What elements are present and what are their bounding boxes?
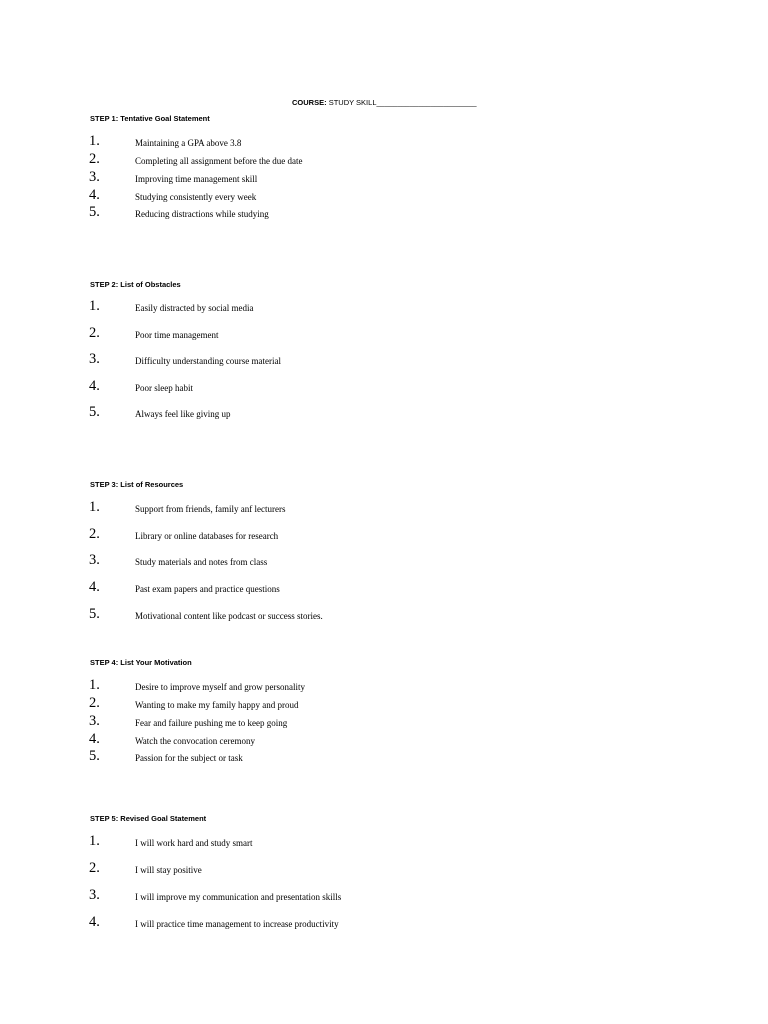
item-text: Passion for the subject or task xyxy=(135,753,243,763)
step-3-item xyxy=(0,500,768,518)
step-2-item xyxy=(0,405,768,423)
item-text: I will improve my communication and presentation skills xyxy=(135,892,342,902)
item-number: 4. xyxy=(89,378,100,394)
item-number: 5. xyxy=(89,748,100,764)
item-number: 1. xyxy=(89,833,100,849)
step-4-item xyxy=(0,732,768,750)
item-text: Wanting to make my family happy and proud xyxy=(135,700,299,710)
item-number: 1. xyxy=(89,677,100,693)
item-text: Studying consistently every week xyxy=(135,192,257,202)
step-5-item xyxy=(0,888,768,906)
item-number: 1. xyxy=(89,499,100,515)
item-text: Watch the convocation ceremony xyxy=(135,736,255,746)
step-3-item xyxy=(0,580,768,598)
item-number: 4. xyxy=(89,731,100,747)
item-number: 2. xyxy=(89,325,100,341)
step-1-title: STEP 1: Tentative Goal Statement xyxy=(90,114,210,123)
step-3-item xyxy=(0,527,768,545)
step-4-item xyxy=(0,678,768,696)
item-number: 2. xyxy=(89,695,100,711)
item-number: 3. xyxy=(89,552,100,568)
step-3-item xyxy=(0,607,768,625)
step-2-item xyxy=(0,379,768,397)
step-1-item xyxy=(0,134,768,152)
item-text: Completing all assignment before the due date xyxy=(135,156,303,166)
step-2-item xyxy=(0,326,768,344)
item-text: Motivational content like podcast or success stories. xyxy=(135,611,323,621)
item-text: Easily distracted by social media xyxy=(135,303,254,313)
item-text: Improving time management skill xyxy=(135,174,258,184)
item-number: 4. xyxy=(89,914,100,930)
item-number: 5. xyxy=(89,204,100,220)
item-number: 3. xyxy=(89,351,100,367)
item-number: 2. xyxy=(89,860,100,876)
step-1-item xyxy=(0,170,768,188)
step-2-item xyxy=(0,299,768,317)
item-text: I will practice time management to increase productivity xyxy=(135,919,339,929)
step-4-item xyxy=(0,714,768,732)
item-number: 2. xyxy=(89,526,100,542)
item-text: Reducing distractions while studying xyxy=(135,209,269,219)
item-number: 2. xyxy=(89,151,100,167)
item-number: 5. xyxy=(89,606,100,622)
step-2-title: STEP 2: List of Obstacles xyxy=(90,280,181,289)
item-text: Difficulty understanding course material xyxy=(135,356,282,366)
step-5-item xyxy=(0,861,768,879)
item-number: 3. xyxy=(89,887,100,903)
step-1-item xyxy=(0,152,768,170)
step-3-title: STEP 3: List of Resources xyxy=(90,480,184,489)
course-label: COURSE: xyxy=(292,98,327,107)
item-text: Library or online databases for research xyxy=(135,531,279,541)
item-text: Past exam papers and practice questions xyxy=(135,584,280,594)
step-5-title: STEP 5: Revised Goal Statement xyxy=(90,814,207,823)
item-number: 1. xyxy=(89,133,100,149)
item-number: 4. xyxy=(89,579,100,595)
item-text: Study materials and notes from class xyxy=(135,557,268,567)
item-number: 5. xyxy=(89,404,100,420)
item-text: I will work hard and study smart xyxy=(135,838,253,848)
step-1-item xyxy=(0,205,768,223)
item-text: Poor time management xyxy=(135,330,219,340)
item-text: Support from friends, family anf lecturers xyxy=(135,504,286,514)
item-text: Always feel like giving up xyxy=(135,409,231,419)
step-2-item xyxy=(0,352,768,370)
item-text: Maintaining a GPA above 3.8 xyxy=(135,138,242,148)
item-number: 3. xyxy=(89,713,100,729)
step-4-item xyxy=(0,696,768,714)
step-3-item xyxy=(0,553,768,571)
step-5-item xyxy=(0,915,768,933)
course-line xyxy=(292,98,477,107)
item-number: 4. xyxy=(89,187,100,203)
course-value: STUDY SKILL________________________ xyxy=(328,98,477,107)
item-text: Poor sleep habit xyxy=(135,383,193,393)
item-text: I will stay positive xyxy=(135,865,202,875)
item-number: 3. xyxy=(89,169,100,185)
item-number: 1. xyxy=(89,298,100,314)
item-text: Fear and failure pushing me to keep going xyxy=(135,718,288,728)
step-4-title: STEP 4: List Your Motivation xyxy=(90,658,192,667)
step-1-item xyxy=(0,188,768,206)
step-5-item xyxy=(0,834,768,852)
item-text: Desire to improve myself and grow personality xyxy=(135,682,305,692)
step-4-item xyxy=(0,749,768,767)
